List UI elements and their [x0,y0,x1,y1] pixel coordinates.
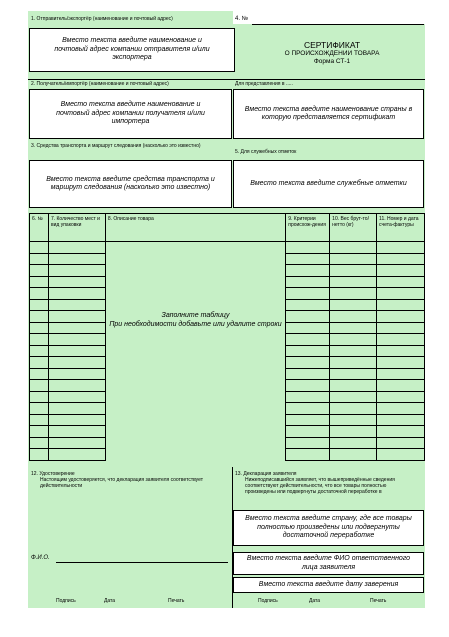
table-cell[interactable] [330,322,377,334]
table-row [30,288,425,300]
table-cell[interactable] [286,242,330,254]
table-cell[interactable] [48,299,105,311]
table-cell[interactable] [30,391,49,403]
table-cell[interactable] [286,265,330,277]
table-instructions [105,312,286,329]
table-row [30,242,425,254]
table-row [30,265,425,277]
table-cell[interactable] [286,322,330,334]
table-cell[interactable] [48,311,105,323]
table-cell[interactable] [330,403,377,415]
sec3-label: 3. Средства транспорта и маршрут следования (насколько это известно) [31,143,201,149]
table-cell[interactable] [377,345,425,357]
sec12-stamp-caption: Печать [168,598,185,604]
table-cell[interactable] [377,265,425,277]
table-cell[interactable] [377,437,425,449]
table-cell[interactable] [48,403,105,415]
table-cell[interactable] [48,322,105,334]
table-cell[interactable] [30,437,49,449]
table-cell[interactable] [330,357,377,369]
sec12-text: Настоящим удостоверяется, что декларация заявителя соответствует действительности [40,477,204,489]
fio-line[interactable] [56,562,228,563]
table-cell[interactable] [377,380,425,392]
sec2-label: 2. Получатель/импортёр (наименование и почтовый адрес) [31,81,169,87]
table-cell[interactable] [330,276,377,288]
table-cell[interactable] [330,437,377,449]
table-cell[interactable] [330,426,377,438]
table-cell[interactable] [377,288,425,300]
destination-country-input[interactable]: Вместо текста введите наименование страны в которую представляется сертификат [233,89,424,139]
table-row [30,276,425,288]
table-cell[interactable] [377,414,425,426]
table-cell[interactable] [30,334,49,346]
table-row [30,449,425,461]
table-cell[interactable] [30,276,49,288]
table-cell[interactable] [105,357,285,369]
origin-country-input[interactable]: Вместо текста введите страну, где все товары полностью произведены или подвергнуты достаточной переработке [233,510,424,546]
table-cell[interactable] [286,426,330,438]
table-cell[interactable] [30,357,49,369]
header-col-11: 11. Номер и дата счета-фактуры [377,214,425,242]
sec4-number-field[interactable] [252,24,424,25]
table-row [30,345,425,357]
table-cell[interactable] [105,265,285,277]
table-row [30,403,425,415]
sender-input[interactable]: Вместо текста введите наименование и почтовый адрес компании отправителя и/или экспортера [29,28,235,72]
sec5-label: 5. Для служебных отметок [235,149,297,155]
table-cell[interactable] [377,242,425,254]
table-row [30,391,425,403]
table-cell[interactable] [286,368,330,380]
table-row [30,414,425,426]
recipient-input[interactable]: Вместо текста введите наименование и почтовый адрес компании получателя и/или импортера [29,89,232,139]
goods-table-body [30,242,425,461]
table-cell[interactable] [330,391,377,403]
table-cell[interactable] [105,299,285,311]
table-cell[interactable] [105,437,285,449]
sec13-stamp-caption: Печать [370,598,387,604]
table-cell[interactable] [330,449,377,461]
table-cell[interactable] [377,322,425,334]
certification-date-input[interactable]: Вместо текста введите дату заверения [233,577,424,593]
table-cell[interactable] [286,299,330,311]
table-cell[interactable] [30,426,49,438]
table-cell[interactable] [377,253,425,265]
table-cell[interactable] [48,242,105,254]
table-cell[interactable] [48,345,105,357]
table-cell[interactable] [330,242,377,254]
fio-label: Ф.И.О. [31,555,50,561]
present-label: Для представления в ..... [235,81,293,87]
table-cell[interactable] [105,414,285,426]
table-cell[interactable] [286,449,330,461]
table-row [30,299,425,311]
transport-input[interactable]: Вместо текста введите средства транспорта и маршрут следования (насколько это известно) [29,160,232,208]
table-row [30,357,425,369]
table-cell[interactable] [286,345,330,357]
header-col-9: 9. Критерии происхож-дения [286,214,330,242]
table-cell[interactable] [30,299,49,311]
table-note-line2: При необходимости добавьте или удалите строки [109,320,282,328]
table-cell[interactable] [330,345,377,357]
table-cell[interactable] [377,426,425,438]
table-cell[interactable] [377,334,425,346]
table-cell[interactable] [286,357,330,369]
table-cell[interactable] [330,380,377,392]
goods-table [29,213,425,461]
table-cell[interactable] [330,368,377,380]
sec1-label: 1. Отправитель/экспортёр (наименование и почтовый адрес) [31,16,173,22]
table-cell[interactable] [48,265,105,277]
sec12-sign-caption: Подпись [56,598,76,604]
table-cell[interactable] [30,311,49,323]
table-cell[interactable] [30,288,49,300]
table-cell[interactable] [30,368,49,380]
table-cell[interactable] [330,414,377,426]
service-notes-input[interactable]: Вместо текста введите служебные отметки [233,160,424,208]
table-cell[interactable] [105,288,285,300]
table-cell[interactable] [30,265,49,277]
table-cell[interactable] [30,449,49,461]
table-cell[interactable] [30,345,49,357]
title-text: СЕРТИФИКАТ [303,40,361,50]
table-row [30,437,425,449]
sec13-date-caption: Дата [309,598,321,604]
table-cell[interactable] [48,437,105,449]
header-col-6: 6. № [30,214,49,242]
table-cell[interactable] [377,299,425,311]
table-cell[interactable] [48,368,105,380]
table-cell[interactable] [48,449,105,461]
table-cell[interactable] [286,276,330,288]
table-cell[interactable] [286,253,330,265]
sec12-label: 12. Удостоверение [31,471,75,477]
table-cell[interactable] [286,414,330,426]
header-col-8: 8. Описание товара [105,214,285,242]
table-cell[interactable] [30,322,49,334]
table-cell[interactable] [105,334,285,346]
table-cell[interactable] [286,311,330,323]
table-cell[interactable] [286,391,330,403]
table-cell[interactable] [286,380,330,392]
table-row [30,380,425,392]
sec4-field-bg [233,11,425,24]
table-cell[interactable] [105,426,285,438]
sec13-sign-caption: Подпись [258,598,278,604]
table-cell[interactable] [30,253,49,265]
table-cell[interactable] [48,334,105,346]
table-cell[interactable] [105,368,285,380]
sec13-label: 13. Декларация заявителя [235,471,297,477]
sec4-label: 4. № [235,16,249,22]
divider-2 [28,79,425,80]
table-cell[interactable] [48,253,105,265]
table-row [30,334,425,346]
form-code-text: Форма СТ-1 [313,58,351,65]
table-cell[interactable] [377,311,425,323]
table-cell[interactable] [48,357,105,369]
certificate-title [238,40,426,66]
table-cell[interactable] [330,265,377,277]
table-cell[interactable] [48,288,105,300]
table-cell[interactable] [30,403,49,415]
responsible-fio-input[interactable]: Вместо текста введите ФИО ответственного лица заявителя [233,552,424,575]
table-cell[interactable] [330,311,377,323]
header-col-7: 7. Количество мест и вид упаковки [48,214,105,242]
table-row [30,368,425,380]
header-col-10: 10. Вес брут-то/нетто (кг) [330,214,377,242]
table-cell[interactable] [105,253,285,265]
table-cell[interactable] [330,334,377,346]
table-cell[interactable] [48,276,105,288]
table-cell[interactable] [105,391,285,403]
table-cell[interactable] [30,414,49,426]
table-header-row [30,214,425,242]
sec13-text: Нижеподписавшийся заявляет, что вышеприведённые сведения соответствуют действительности, что все товары полностью произведены или подвергнуты достаточной переработке в [245,477,395,495]
table-row [30,426,425,438]
table-cell[interactable] [330,299,377,311]
table-cell[interactable] [377,403,425,415]
table-cell[interactable] [377,391,425,403]
table-cell[interactable] [105,403,285,415]
table-cell[interactable] [286,403,330,415]
table-cell[interactable] [105,449,285,461]
table-cell[interactable] [48,414,105,426]
table-cell[interactable] [286,288,330,300]
table-cell[interactable] [48,391,105,403]
table-cell[interactable] [105,345,285,357]
table-cell[interactable] [30,380,49,392]
subtitle-text: О ПРОИСХОЖДЕНИИ ТОВАРА [284,50,380,57]
table-cell[interactable] [377,276,425,288]
table-row [30,253,425,265]
table-cell[interactable] [377,368,425,380]
table-cell[interactable] [30,242,49,254]
sec12-date-caption: Дата [104,598,116,604]
table-cell[interactable] [377,449,425,461]
table-cell[interactable] [286,437,330,449]
table-cell[interactable] [377,357,425,369]
table-cell[interactable] [48,380,105,392]
table-note-line1: Заполните таблицу [161,312,230,319]
table-cell[interactable] [105,242,285,254]
table-cell[interactable] [105,276,285,288]
table-cell[interactable] [330,253,377,265]
table-cell[interactable] [286,334,330,346]
table-cell[interactable] [330,288,377,300]
table-cell[interactable] [105,380,285,392]
table-cell[interactable] [48,426,105,438]
